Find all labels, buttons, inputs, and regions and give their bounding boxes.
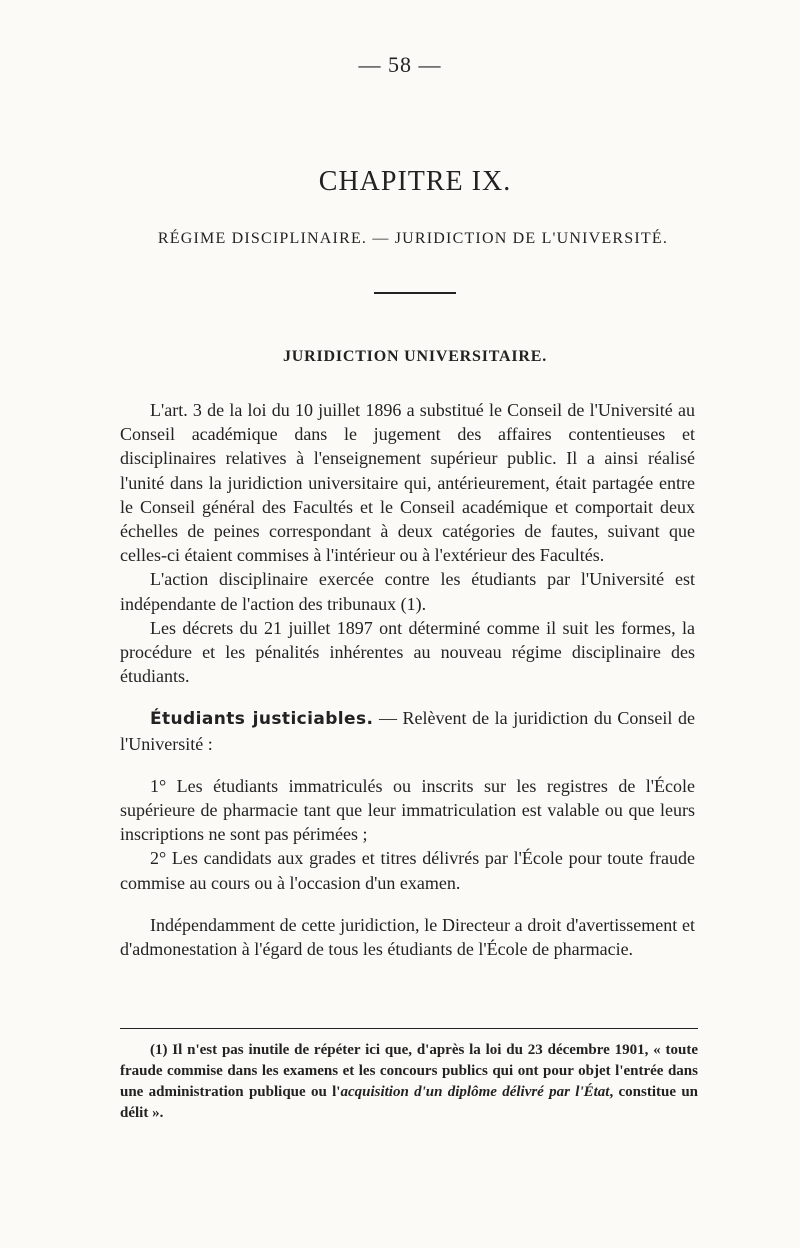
subheading-etudiants-justiciables: Étudiants justiciables. [150,709,374,730]
paragraph-art3: L'art. 3 de la loi du 10 juillet 1896 a substitué le Conseil de l'Université au Conseil académique dans le jugement des affaires contentieuses et disciplinaires relatives à l'enseignement supérieur public. Il a ainsi réalisé l'unité dans la juridiction universitaire qui, antérieurement, était partagée entre le Conseil général des Facultés et le Conseil académique et comportait deux échelles de peines correspondant à deux catégories de fautes, suivant que celles-ci étaient commises à l'intérieur ou à l'extérieur des Facultés. [120,400,695,566]
paragraph-decrets: Les décrets du 21 juillet 1897 ont déterminé comme il suit les formes, la procédure et les pénalités inhérentes au nouveau régime disciplinaire des étudiants. [120,617,695,687]
page-number: — 58 — [358,52,442,77]
list-item-1: 1° Les étudiants immatriculés ou inscrits sur les registres de l'École supérieure de pharmacie tant que leur immatriculation est valable ou que leurs inscriptions ne sont pas périmées ; [120,775,695,845]
footnote-italic: acquisition d'un diplôme délivré par l'État [340,1084,610,1100]
section-divider [374,292,456,294]
footnote [120,1040,698,1124]
footnote-divider [120,1028,698,1029]
paragraph-etudiants-justiciables [120,706,695,755]
footnote-text [120,1040,698,1124]
paragraph-etudiants-justiciables-text: — Relèvent de la juridiction du Conseil de l'Université : [120,708,696,754]
chapter-subtitle: RÉGIME DISCIPLINAIRE. — JURIDICTION DE L'UNIVERSITÉ. [157,230,669,247]
footnote-lead: (1) Il n'est pas inutile de répéter ici que, d'après la loi du 23 décembre 1901, « toute fraude commise dans les examens et les concours publics qui ont pour objet l'entrée dans une administration publique ou l' [120,1042,698,1100]
chapter-title: CHAPITRE IX. [318,166,512,197]
paragraph-action-disciplinaire: L'action disciplinaire exercée contre les étudiants par l'Université est indépendante de l'action des tribunaux (1). [120,569,695,614]
section-heading: JURIDICTION UNIVERSITAIRE. [282,348,548,365]
footnote-tail: , constitue un délit ». [120,1084,698,1121]
paragraph-directeur: Indépendamment de cette juridiction, le Directeur a droit d'avertissement et d'admonestation à l'égard de tous les étudiants de l'École de pharmacie. [120,914,695,960]
list-item-2: 2° Les candidats aux grades et titres délivrés par l'École pour toute fraude commise au cours ou à l'occasion d'un examen. [120,848,695,893]
body-text [120,398,695,961]
